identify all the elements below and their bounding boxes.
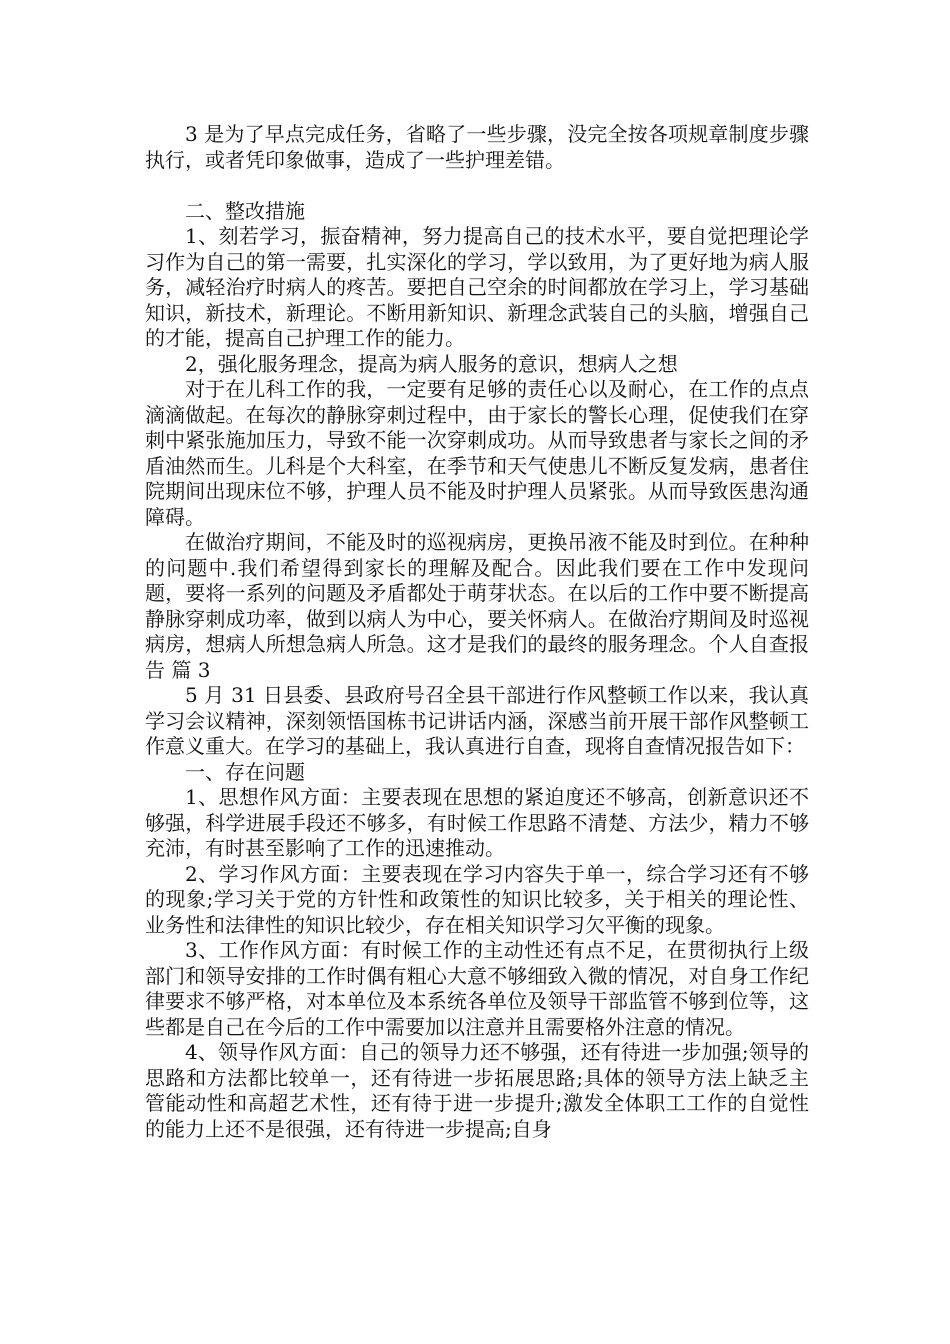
document-body xyxy=(145,122,809,1142)
paragraph-treatment: 在做治疗期间，不能及时的巡视病房，更换吊液不能及时到位。在种种的问题中.我们希望得到家长的理解及配合。因此我们要在工作中发现问题，要将一系列的问题及矛盾都处于萌芽状态。在以后的工作中要不断提高静脉穿刺成功率，做到以病人为中心，要关怀病人。在做治疗期间及时巡视病房，想病人所想急病人所急。这才是我们的最终的服务理念。个人自查报告 篇 3 xyxy=(145,530,809,682)
paragraph-problem-2: 2、学习作风方面：主要表现在学习内容失于单一，综合学习还有不够的现象;学习关于党的方针性和政策性的知识比较多，关于相关的理论性、业务性和法律性的知识比较少，存在相关知识学习欠平衡的现象。 xyxy=(145,861,809,937)
paragraph-3-reason: 3 是为了早点完成任务，省略了一些步骤，没完全按各项规章制度步骤执行，或者凭印象做事，造成了一些护理差错。 xyxy=(145,122,809,172)
blank-line xyxy=(145,173,809,199)
paragraph-measure-2-heading: 2，强化服务理念，提高为病人服务的意识，想病人之想 xyxy=(185,351,678,376)
paragraph-measure-1: 1、刻若学习，振奋精神，努力提高自己的技术水平，要自觉把理论学习作为自己的第一需要，扎实深化的学习，学以致用，为了更好地为病人服务，减轻治疗时病人的疼苦。要把自己空余的时间都放在学习上，学习基础知识，新技术，新理论。不断用新知识、新理念武装自己的头脑，增强自己的才能，提高自己护理工作的能力。 xyxy=(145,224,809,350)
paragraph-problem-4: 4、领导作风方面：自己的领导力还不够强，还有待进一步加强;领导的思路和方法都比较单一，还有待进一步拓展思路;具体的领导方法上缺乏主管能动性和高超艺术性，还有待于进一步提升;激发全体职工工作的自觉性的能力上还不是很强，还有待进一步提高;自身 xyxy=(145,1040,809,1141)
heading-rectification-measures: 二、整改措施 xyxy=(185,198,305,223)
paragraph-problem-3: 3、工作作风方面：有时候工作的主动性还有点不足，在贯彻执行上级部门和领导安排的工作时偶有粗心大意不够细致入微的情况，对自身工作纪律要求不够严格，对本单位及本系统各单位及领导干部监管不够到位等，这些都是自己在今后的工作中需要加以注意并且需要格外注意的情况。 xyxy=(145,938,809,1039)
paragraph-report-intro: 5 月 31 日县委、县政府号召全县干部进行作风整顿工作以来，我认真学习会议精神，深刻领悟国栋书记讲话内涵，深感当前开展干部作风整顿工作意义重大。在学习的基础上，我认真进行自查，现将自查情况报告如下： xyxy=(145,683,809,758)
heading-existing-problems: 一、存在问题 xyxy=(185,759,305,784)
paragraph-problem-1: 1、思想作风方面：主要表现在思想的紧迫度还不够高，创新意识还不够强，科学进展手段还不够多，有时候工作思路不清楚、方法少，精力不够充沛，有时甚至影响了工作的迅速推动。 xyxy=(145,785,809,860)
paragraph-pediatrics: 对于在儿科工作的我，一定要有足够的责任心以及耐心，在工作的点点滴滴做起。在每次的静脉穿刺过程中，由于家长的警长心理，促使我们在穿刺中紧张施加压力，导致不能一次穿刺成功。从而导致患者与家长之间的矛盾油然而生。儿科是个大科室，在季节和天气使患儿不断反复发病，患者住院期间出现床位不够，护理人员不能及时护理人员紧张。从而导致医患沟通障碍。 xyxy=(145,377,809,529)
